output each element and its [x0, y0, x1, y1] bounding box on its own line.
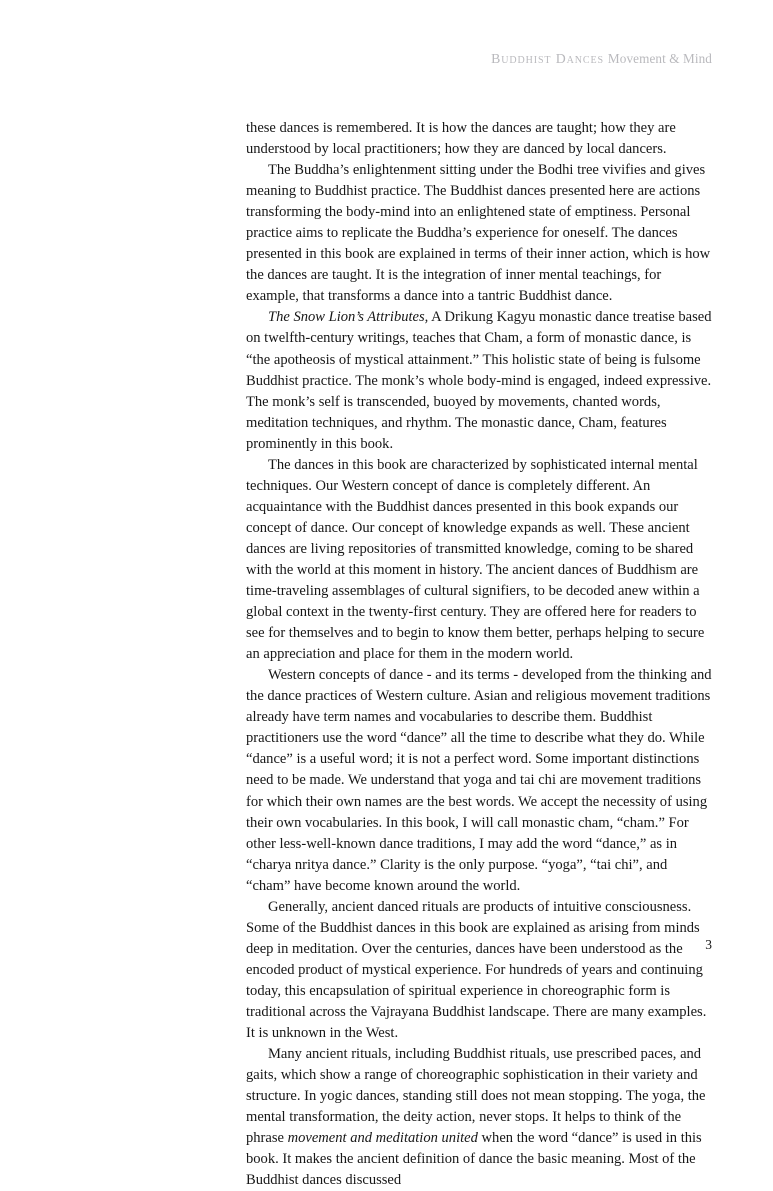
running-head-title: Buddhist Dances: [491, 51, 604, 66]
paragraph-text: The Buddha’s enlightenment sitting under the Bodhi tree vivifies and gives meaning to Buddhist practice. The Buddhist dances presented here are actions transforming the body-mind into an enlightened state of emptiness. Personal practice aims to replicate the Buddha’s experience for oneself. The dances presented in this book are explained in terms of their inner action, which is how the dances are taught. It is the integration of inner mental teachings, for example, that transforms a dance into a tantric Buddhist dance.: [246, 162, 711, 305]
paragraph-text: Generally, ancient danced rituals are products of intuitive consciousness. Some of the Buddhist dances in this book are explained as arising from minds deep in meditation. Over the centuries, dances have been understood as the encoded product of mystical experience. For hundreds of years and continuing today, this encapsulation of spiritual experience in choreographic form is traditional across the Vajrayana Buddhist landscape. There are many examples. It is unknown in the West.: [246, 898, 707, 1042]
paragraph-p5: [246, 665, 712, 897]
paragraph-text: A Drikung Kagyu monastic dance treatise based on twelfth-century writings, teaches that Cham, a form of monastic dance, is “the apotheosis of mystical attainment.” This holistic state of being is fulsome Buddhist practice. The monk’s whole body-mind is engaged, indeed expressive. The monk’s self is transcended, buoyed by movements, chanted words, meditation techniques, and rhythm. The monastic dance, Cham, features prominently in this book.: [246, 309, 712, 452]
body-text-block: [246, 118, 712, 1191]
paragraph-p1: [246, 118, 712, 160]
paragraph-text-before: Many ancient rituals, including Buddhist rituals, use prescribed paces, and gaits, which show a range of choreographic sophistication in their variety and structure. In yogic dances, standing still does not mean stopping. The yoga, the mental transformation, the deity action, never stops. It helps to think of the phrase: [246, 1046, 706, 1147]
paragraph-p4: [246, 455, 712, 665]
paragraph-p6: [246, 897, 712, 1044]
emphasized-phrase: movement and meditation united: [287, 1130, 478, 1147]
paragraph-text: Western concepts of dance - and its terms - developed from the thinking and the dance practices of Western culture. Asian and religious movement traditions already have term names and vocabularies to describe them. Buddhist practitioners use the word “dance” all the time to describe what they do. While “dance” is a useful word; it is not a perfect word. Some important distinctions need to be made. We understand that yoga and tai chi are movement traditions for which their own names are the best words. We accept the necessity of using their own vocabularies. In this book, I will call monastic cham, “cham.” For other less-well-known dance traditions, I may add the word “dance,” as in “charya nritya dance.” Clarity is the only purpose. “yoga”, “tai chi”, and “cham” have become known around the world.: [246, 667, 712, 894]
page-number: 3: [705, 937, 712, 952]
running-head: [246, 52, 712, 66]
paragraph-p7: [246, 1044, 712, 1191]
paragraph-text: The dances in this book are characterized by sophisticated internal mental techniques. Our Western concept of dance is completely different. An acquaintance with the Buddhist dances presented in this book expands our concept of dance. Our concept of knowledge expands as well. These ancient dances are living repositories of transmitted knowledge, coming to be shared with the world at this moment in history. The ancient dances of Buddhism are time-traveling assemblages of cultural signifiers, to be decoded anew within a global context in the twenty-first century. They are offered here for readers to see for themselves and to begin to know them better, perhaps helping to secure an appreciation and place for them in the modern world.: [246, 456, 705, 663]
paragraph-p2: [246, 160, 712, 307]
paragraph-text-after: when the word “dance” is used in this book. It makes the ancient definition of dance the basic meaning. Most of the Buddhist dances discussed: [246, 1130, 702, 1189]
paragraph-p3: [246, 307, 712, 454]
book-title-italic: The Snow Lion’s Attributes,: [268, 309, 429, 326]
running-head-subtitle: Movement & Mind: [607, 51, 712, 66]
paragraph-text: these dances is remembered. It is how the dances are taught; how they are understood by local practitioners; how they are danced by local dancers.: [246, 120, 676, 158]
